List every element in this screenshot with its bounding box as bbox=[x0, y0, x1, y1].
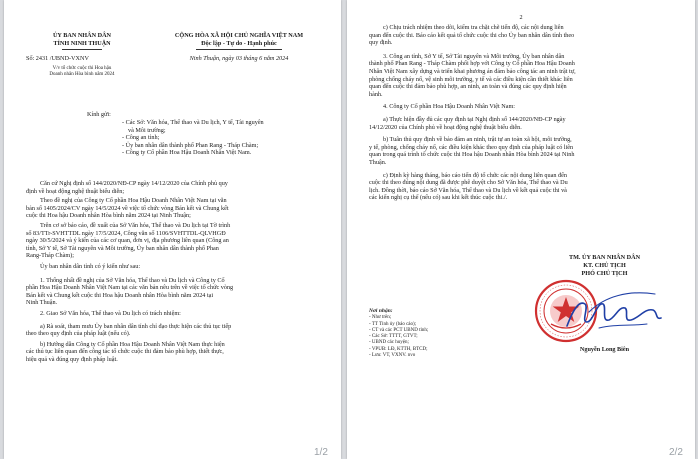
nation-line-2: Độc lập - Tự do - Hạnh phúc bbox=[201, 40, 277, 47]
paragraph: Căn cứ Nghị định số 144/2020/NĐ-CP ngày 14/12/2020 của Chính phủ quy định về hoạt động nghệ thuật biểu diễn; bbox=[26, 180, 228, 195]
paragraph: Trên cơ sở báo cáo, đề xuất của Sở Văn hóa, Thể thao và Du lịch tại Tờ trình số 83/TTr-SVHTTDL ngày 17/5/2024, Công văn số 1106/SVHTTDL-QLVHGĐ ngày 30/5/2024 và ý kiến của các cơ quan, đơn vị, địa phương liên quan (Công an tỉnh, Sở Y tế, Sở Tài nguyên và Môi trường, Ủy ban nhân dân thành phố Phan Rang-Tháp Chàm); bbox=[26, 221, 231, 260]
doc-number: Số: 2431 /UBND-VXNV bbox=[26, 55, 89, 62]
recipient-item: và Môi trường; bbox=[128, 126, 166, 134]
agency-line-1: ỦY BAN NHÂN DÂN bbox=[52, 32, 112, 39]
signer-name: Nguyễn Long Biên bbox=[579, 346, 630, 353]
paragraph: b) Hướng dẫn Công ty Cổ phần Hoa Hậu Doanh Nhân Việt Nam thực hiện các thủ tục liên quan đến công tác tổ chức cuộc thi đảm bảo phù hợp, thiết thực, hiệu quả và đúng quy định pháp luật. bbox=[26, 340, 225, 363]
body-text bbox=[369, 24, 687, 202]
paragraph: 3. Công an tỉnh, Sở Y tế, Sở Tài nguyên và Môi trường, Ủy ban nhân dân thành phố Phan Rang - Tháp Chàm phối hợp với Công ty Cổ phần Hoa Hậu Doanh Nhân Việt Nam xây dựng và triển khai phương án đảm bảo công tác an ninh trật tự, phòng chống cháy nổ, vệ sinh môi trường, y tế và các điều kiện cần thiết khác liên quan đến cuộc thi đảm bảo phù hợp, an ninh, an toàn và đúng các quy định hiện hành. bbox=[369, 52, 576, 98]
handwritten-signature bbox=[559, 282, 669, 342]
paragraph: a) Thực hiện đầy đủ các quy định tại Nghị định số 144/2020/NĐ-CP ngày 14/12/2020 của Chính phủ về hoạt động nghệ thuật biểu diễn. bbox=[369, 115, 566, 131]
sign-line-1: TM. ỦY BAN NHÂN DÂN bbox=[568, 254, 641, 261]
recipient-item: - Công an tỉnh; bbox=[122, 134, 160, 142]
kinh-gui-label: Kính gửi: bbox=[87, 111, 111, 118]
paragraph: Theo đề nghị của Công ty Cổ phần Hoa Hậu Doanh Nhân Việt Nam tại văn bản số 1405/2024/CV ngày 14/5/2024 về việc tổ chức vòng Bán kết và Chung kết cuộc thi Hoa hậu Doanh nhân Hòa bình năm 2024 tại Ninh Thuận; bbox=[26, 197, 229, 220]
page-indicator: 2/2 bbox=[669, 447, 683, 458]
agency-line-2: TỈNH NINH THUẬN bbox=[53, 40, 111, 47]
paragraph: Ủy ban nhân dân tỉnh có ý kiến như sau: bbox=[40, 262, 141, 270]
noi-nhan-title: Nơi nhận: bbox=[369, 308, 393, 314]
document-page-1 bbox=[4, 0, 341, 459]
noi-nhan-item: - Các Sở: TTTT, GTVT; bbox=[369, 334, 418, 340]
recipient-item: - Công ty Cổ phần Hoa Hậu Doanh Nhân Việt Nam. bbox=[122, 149, 252, 157]
paragraph: b) Tuân thủ quy định về bảo đảm an ninh, trật tự an toàn xã hội, môi trường, y tế, phòng, chống cháy nổ, các điều kiện khác theo quy định của pháp luật có liên quan trong quá trình tổ chức cuộc thi Hoa hậu Doanh nhân Hòa bình 2024 tại Ninh Thuận. bbox=[369, 136, 575, 166]
paragraph: c) Chịu trách nhiệm theo dõi, kiểm tra chặt chẽ tiến độ, các nội dung liên quan đến cuộc thi. Báo cáo kết quả tổ chức cuộc thi cho Ủy ban nhân dân tỉnh theo quy định. bbox=[369, 24, 575, 47]
noi-nhan-item: - CT và các PCT UBND tỉnh; bbox=[369, 327, 429, 333]
recipient-item: - Ủy ban nhân dân thành phố Phan Rang - Tháp Chàm; bbox=[122, 141, 259, 149]
recipient-list bbox=[122, 119, 332, 157]
subject-line-1: V/v tổ chức cuộc thi Hoa hậu bbox=[52, 66, 112, 71]
subject-line-2: Doanh nhân Hòa bình năm 2024 bbox=[49, 72, 115, 77]
nation-line-1: CỘNG HÒA XÃ HỘI CHỦ NGHĨA VIỆT NAM bbox=[174, 32, 304, 39]
date-line: Ninh Thuận, ngày 03 tháng 6 năm 2024 bbox=[189, 55, 289, 62]
page-indicator: 1/2 bbox=[314, 447, 328, 458]
paragraph: a) Rà soát, tham mưu Ủy ban nhân dân tỉnh chỉ đạo thực hiện các thủ tục tiếp theo theo quy định của pháp luật (nếu có). bbox=[26, 322, 232, 338]
noi-nhan-item: - Lưu: VT, VXNV. nvo bbox=[369, 353, 416, 359]
page-number: 2 bbox=[519, 14, 523, 21]
nation-underline bbox=[196, 49, 282, 50]
paragraph: 1. Thống nhất đề nghị của Sở Văn hóa, Thể thao và Du lịch và Công ty Cổ phần Hoa Hậu Doanh Nhân Việt Nam tại các văn bản nêu trên về việc tổ chức vòng Bán kết và Chung kết cuộc thi Hoa hậu Doanh nhân Hòa bình năm 2024 tại Ninh Thuận. bbox=[26, 276, 234, 307]
noi-nhan-item: - VPUB: LĐ, KTTH, BTCD; bbox=[369, 346, 428, 352]
paragraph: 2. Giao Sở Văn hóa, Thể thao và Du lịch có trách nhiệm: bbox=[40, 309, 181, 317]
noi-nhan-item: - Như trên; bbox=[369, 315, 392, 321]
noi-nhan-item: - TT Tỉnh ủy (báo cáo); bbox=[369, 321, 417, 327]
sign-line-3: PHÓ CHỦ TỊCH bbox=[581, 270, 628, 277]
sign-line-2: KT. CHỦ TỊCH bbox=[583, 262, 626, 269]
document-page-2 bbox=[347, 0, 695, 459]
paragraph: c) Định kỳ hàng tháng, báo cáo tiến độ tổ chức các nội dung liên quan đến cuộc thi theo đúng nội dung đã được phê duyệt cho Sở Văn hóa, Thể thao và Du lịch. Đồng thời, báo cáo Sở Văn hóa, Thể thao và Du lịch về kết quả cuộc thi và các kiến nghị cụ thể (nếu có) sau khi kết thúc cuộc thi./. bbox=[369, 171, 568, 202]
body-text bbox=[26, 180, 326, 363]
recipients-block bbox=[369, 308, 509, 359]
agency-underline bbox=[62, 49, 102, 50]
noi-nhan-item: - UBND các huyện; bbox=[369, 340, 409, 346]
recipient-item: - Các Sở: Văn hóa, Thể thao và Du lịch, Y tế, Tài nguyên bbox=[122, 119, 264, 126]
paragraph: 4. Công ty Cổ phần Hoa Hậu Doanh Nhân Việt Nam: bbox=[383, 103, 516, 111]
